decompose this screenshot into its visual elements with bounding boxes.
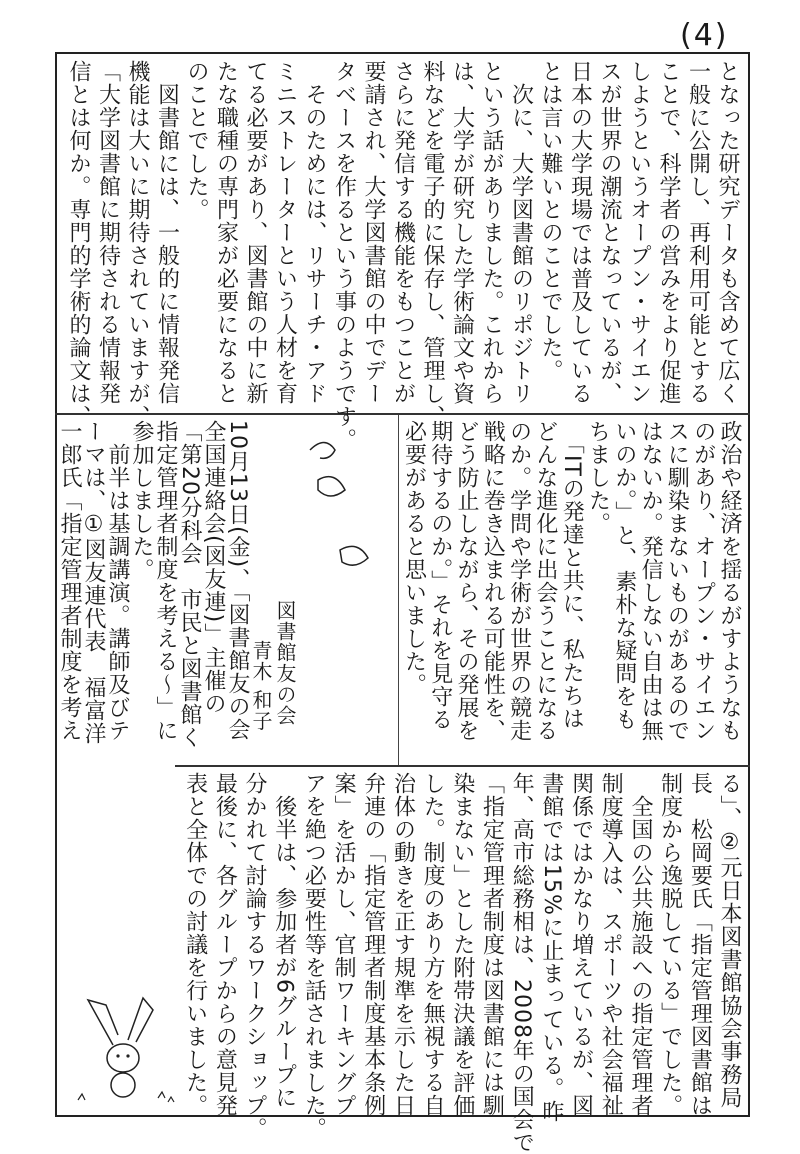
text-line: しようというオープン・サイエン: [626, 60, 652, 405]
text-line: のことでした。: [184, 60, 209, 221]
text-line: 書館では15%に止まっている。昨: [538, 772, 564, 1123]
text-line: 料などを電子的に保存し、管理し、: [420, 60, 445, 428]
middle-right-section: [402, 420, 744, 760]
byline-name: 青木 和子: [249, 640, 273, 732]
text-line: とは言い難いとのことでした。: [538, 60, 563, 382]
text-line: 制度から逸脱している」でした。: [657, 772, 683, 1117]
text-line: 弁連の「指定管理者制度基本条例: [360, 772, 386, 1117]
text-line: たな職種の専門家が必要になると: [213, 60, 239, 405]
text-line: いのか。」と、素朴な疑問をも: [611, 420, 637, 731]
text-line: 全国の公共施設への指定管理者: [627, 772, 653, 1117]
text-line: 染まない」とした附帯決議を評価: [449, 772, 475, 1117]
text-line: のか。学問や学術が世界の競走: [506, 420, 532, 742]
text-line: 必要があると思いました。: [401, 420, 427, 696]
text-line: アを絶つ必要性等を話されました。: [301, 772, 327, 1140]
text-line: 治体の動きを正す規準を示した日: [390, 772, 416, 1117]
text-line: どんな進化に出会うことになる: [532, 420, 558, 742]
text-line: 分かれて討論するワークショップ。: [242, 772, 267, 1140]
ginkgo-leaves-doodle: [300, 430, 380, 590]
middle-left-section: [57, 420, 252, 765]
page-number: (4): [680, 18, 729, 53]
text-line: 政治や経済を揺るがすようなも: [717, 420, 742, 742]
text-line: 次に、大学図書館のリポジトリ: [508, 60, 534, 405]
text-line: スが世界の潮流となっているが、: [597, 60, 622, 405]
text-line: タベースを作るという事のようです。: [331, 60, 357, 451]
text-line: 「第20分科会 市民と図書館く: [177, 420, 202, 749]
text-line: 10月13日(金)、「図書館友の会: [225, 420, 250, 742]
text-line: は、大学が研究した学術論文や資: [449, 60, 475, 405]
text-line: 「大学図書館に期待される情報発: [95, 60, 121, 405]
text-line: る」、②元日本図書館協会事務局: [717, 772, 742, 1109]
top-section: [62, 60, 742, 451]
section-divider-top: [55, 413, 750, 415]
text-line: 一郎氏「指定管理者制度を考え: [57, 420, 82, 742]
text-line: のがあり、オープン・サイエン: [690, 420, 716, 742]
text-line: 最後に、各グループからの意見発: [212, 772, 238, 1117]
text-line: 要請され、大学図書館の中でデー: [361, 60, 386, 405]
text-line: 指定管理者制度を考える〜」に: [153, 420, 178, 742]
text-line: スに馴染まないものがあるので: [664, 420, 690, 742]
text-line: ミニストレーターという人材を育: [272, 60, 298, 405]
byline-group: 図書館友の会: [273, 600, 297, 726]
text-line: 関係ではかなり増えているが、図: [568, 772, 594, 1117]
text-line: となった研究データも含めて広く: [715, 60, 740, 405]
text-line: 信とは何か。専門的学術的論文は、: [66, 60, 91, 428]
bottom-section: [178, 772, 744, 1154]
text-line: 参加しました。: [129, 420, 154, 581]
byline: [249, 600, 300, 760]
text-line: ーマは、①図友連代表 福富洋: [81, 420, 106, 745]
text-line: 戦略に巻き込まれる可能性を、: [480, 420, 506, 742]
bunny-character-doodle: [68, 990, 188, 1110]
text-line: 期待するのか。」それを見守る: [427, 420, 453, 731]
text-line: 機能は大いに期待されていますが、: [125, 60, 150, 428]
text-line: 図書館には、一般的に情報発信: [154, 60, 180, 405]
text-line: 「ITの発達と共に、私たちは: [559, 420, 585, 730]
section-divider-bottom: [175, 765, 750, 767]
text-line: 長 松岡要氏「指定管理図書館は: [687, 772, 713, 1117]
text-line: ちました。: [585, 420, 611, 535]
text-line: どう防止しながら、その発展を: [454, 420, 480, 742]
text-line: はないか。発信しない自由は無: [638, 420, 664, 742]
text-line: 一般に公開し、再利用可能とする: [685, 60, 711, 405]
text-line: 年、高市総務相は、2008年の国会で: [509, 772, 535, 1154]
text-line: 案」を活かし、官制ワーキングプ: [331, 772, 357, 1117]
text-line: という話がありました。これから: [479, 60, 504, 405]
text-line: 後半は、参加者が6グループに: [271, 772, 297, 1109]
text-line: 前半は基調講演。講師及びテ: [105, 420, 130, 742]
text-line: 表と全体での討議を行いました。: [182, 772, 208, 1117]
text-line: した。制度のあり方を無視する自: [420, 772, 446, 1117]
text-line: 「指定管理者制度は図書館には馴: [479, 772, 505, 1117]
text-line: 全国連絡会(図友連)」主催の: [201, 420, 226, 716]
text-line: 制度導入は、スポーツや社会福祉: [598, 772, 624, 1117]
text-line: 日本の大学現場では普及している: [567, 60, 593, 405]
text-line: ことで、科学者の営みをより促進: [656, 60, 681, 405]
text-line: さらに発信する機能をもつことが: [390, 60, 416, 405]
text-line: そのためには、リサーチ・アド: [302, 60, 327, 405]
text-line: てる必要があり、図書館の中に新: [243, 60, 268, 405]
